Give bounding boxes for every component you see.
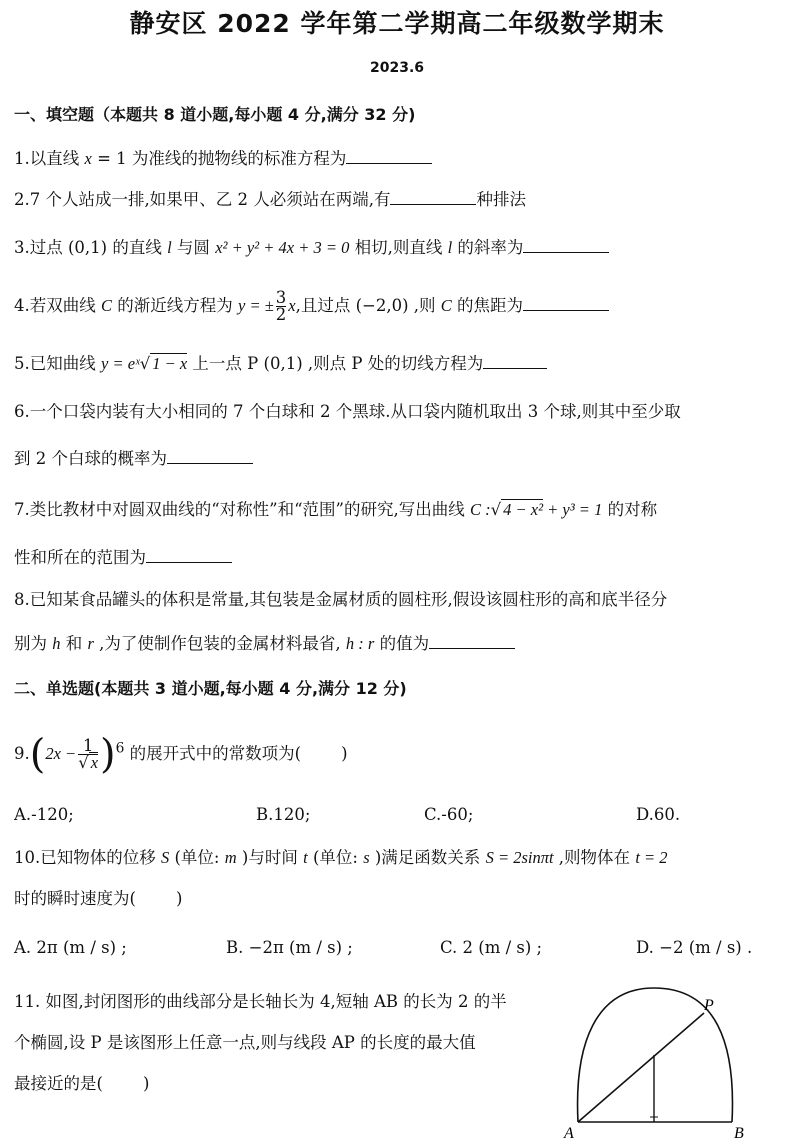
fraction-1-over-sqrt-x: $\frac{1}{√ x}$: [78, 736, 99, 772]
answer-blank[interactable]: [483, 352, 547, 369]
question-6-line-2: 到 2 个白球的概率为: [14, 447, 253, 469]
option-d[interactable]: D.60.: [636, 805, 681, 824]
option-b[interactable]: B. −2π (m / s) ;: [226, 938, 353, 957]
question-10-line-1: 10.已知物体的位移 S (单位: m )与时间 t (单位: s )满足函数关系 S = 2sinπt ,则物体在 t = 2: [14, 848, 668, 867]
question-6-line-1: 6.一个口袋内装有大小相同的 7 个白球和 2 个黑球.从口袋内随机取出 3 个球,则其中至少取: [14, 402, 681, 421]
question-11-line-3: 最接近的是( ): [14, 1074, 150, 1093]
option-a[interactable]: A.-120;: [14, 805, 74, 824]
label-b: B: [734, 1125, 744, 1142]
sqrt-sign: √: [139, 354, 151, 373]
answer-blank[interactable]: [167, 447, 253, 464]
segment-ap: [578, 1013, 704, 1122]
question-7-line-2: 性和所在的范围为: [14, 546, 232, 568]
option-a[interactable]: A. 2π (m / s) ;: [14, 938, 127, 957]
question-8-line-2: 别为 h 和 r ,为了使制作包装的金属材料最省, h : r 的值为: [14, 632, 515, 654]
answer-blank[interactable]: [429, 632, 515, 649]
exam-date: 2023.6: [369, 60, 425, 76]
half-ellipse-figure: [556, 983, 776, 1143]
question-1: 1.以直线 x = 1 为准线的抛物线的标准方程为: [14, 147, 432, 169]
fraction-3-over-2: $\frac{3}{2}$: [275, 288, 287, 324]
question-5: 5.已知曲线 y = eˣ√ 1 − x 上一点 P (0,1) ,则点 P 处的切线方程为: [14, 352, 547, 374]
section-heading-fill-in: 一、填空题（本题共 8 道小题,每小题 4 分,满分 32 分): [14, 105, 416, 124]
question-10-line-2: 时的瞬时速度为( ): [14, 889, 183, 908]
answer-blank[interactable]: [346, 147, 432, 164]
answer-blank[interactable]: [390, 188, 476, 205]
option-c[interactable]: C.-60;: [424, 805, 474, 824]
label-p: P: [704, 997, 714, 1014]
question-2: 2.7 个人站成一排,如果甲、乙 2 人必须站在两端,有 种排法: [14, 190, 526, 209]
question-4: 4.若双曲线 C 的渐近线方程为 y = ± $\frac{3}{2}$ x,且过点 (−2,0) ,则 C 的焦距为: [14, 290, 609, 323]
answer-blank[interactable]: [146, 546, 232, 563]
question-9: 9.(2x − $\frac{1}{√ x}$ )$^6$ 的展开式中的常数项为( ): [14, 731, 348, 778]
label-a: A: [564, 1125, 574, 1142]
page-title: 静安区 2022 学年第二学期高二年级数学期末: [129, 9, 665, 38]
option-c[interactable]: C. 2 (m / s) ;: [440, 938, 543, 957]
answer-blank[interactable]: [523, 294, 609, 311]
question-11-line-1: 11. 如图,封闭图形的曲线部分是长轴长为 4,短轴 AB 的长为 2 的半: [14, 992, 507, 1011]
question-11-line-2: 个椭圆,设 P 是该图形上任意一点,则与线段 AP 的长度的最大值: [14, 1033, 476, 1052]
question-7-line-1: 7.类比教材中对圆双曲线的“对称性”和“范围”的研究,写出曲线 C :√ 4 − x² + y³ = 1 的对称: [14, 500, 658, 519]
answer-blank[interactable]: [523, 236, 609, 253]
section-heading-single-choice: 二、单选题(本题共 3 道小题,每小题 4 分,满分 12 分): [14, 679, 407, 698]
option-b[interactable]: B.120;: [256, 805, 311, 824]
option-d[interactable]: D. −2 (m / s) .: [636, 938, 753, 957]
question-3: 3.过点 (0,1) 的直线 l 与圆 x² + y² + 4x + 3 = 0 相切,则直线 l 的斜率为: [14, 236, 609, 258]
question-8-line-1: 8.已知某食品罐头的体积是常量,其包装是金属材质的圆柱形,假设该圆柱形的高和底半径分: [14, 590, 668, 609]
sqrt-sign: √: [490, 500, 502, 519]
